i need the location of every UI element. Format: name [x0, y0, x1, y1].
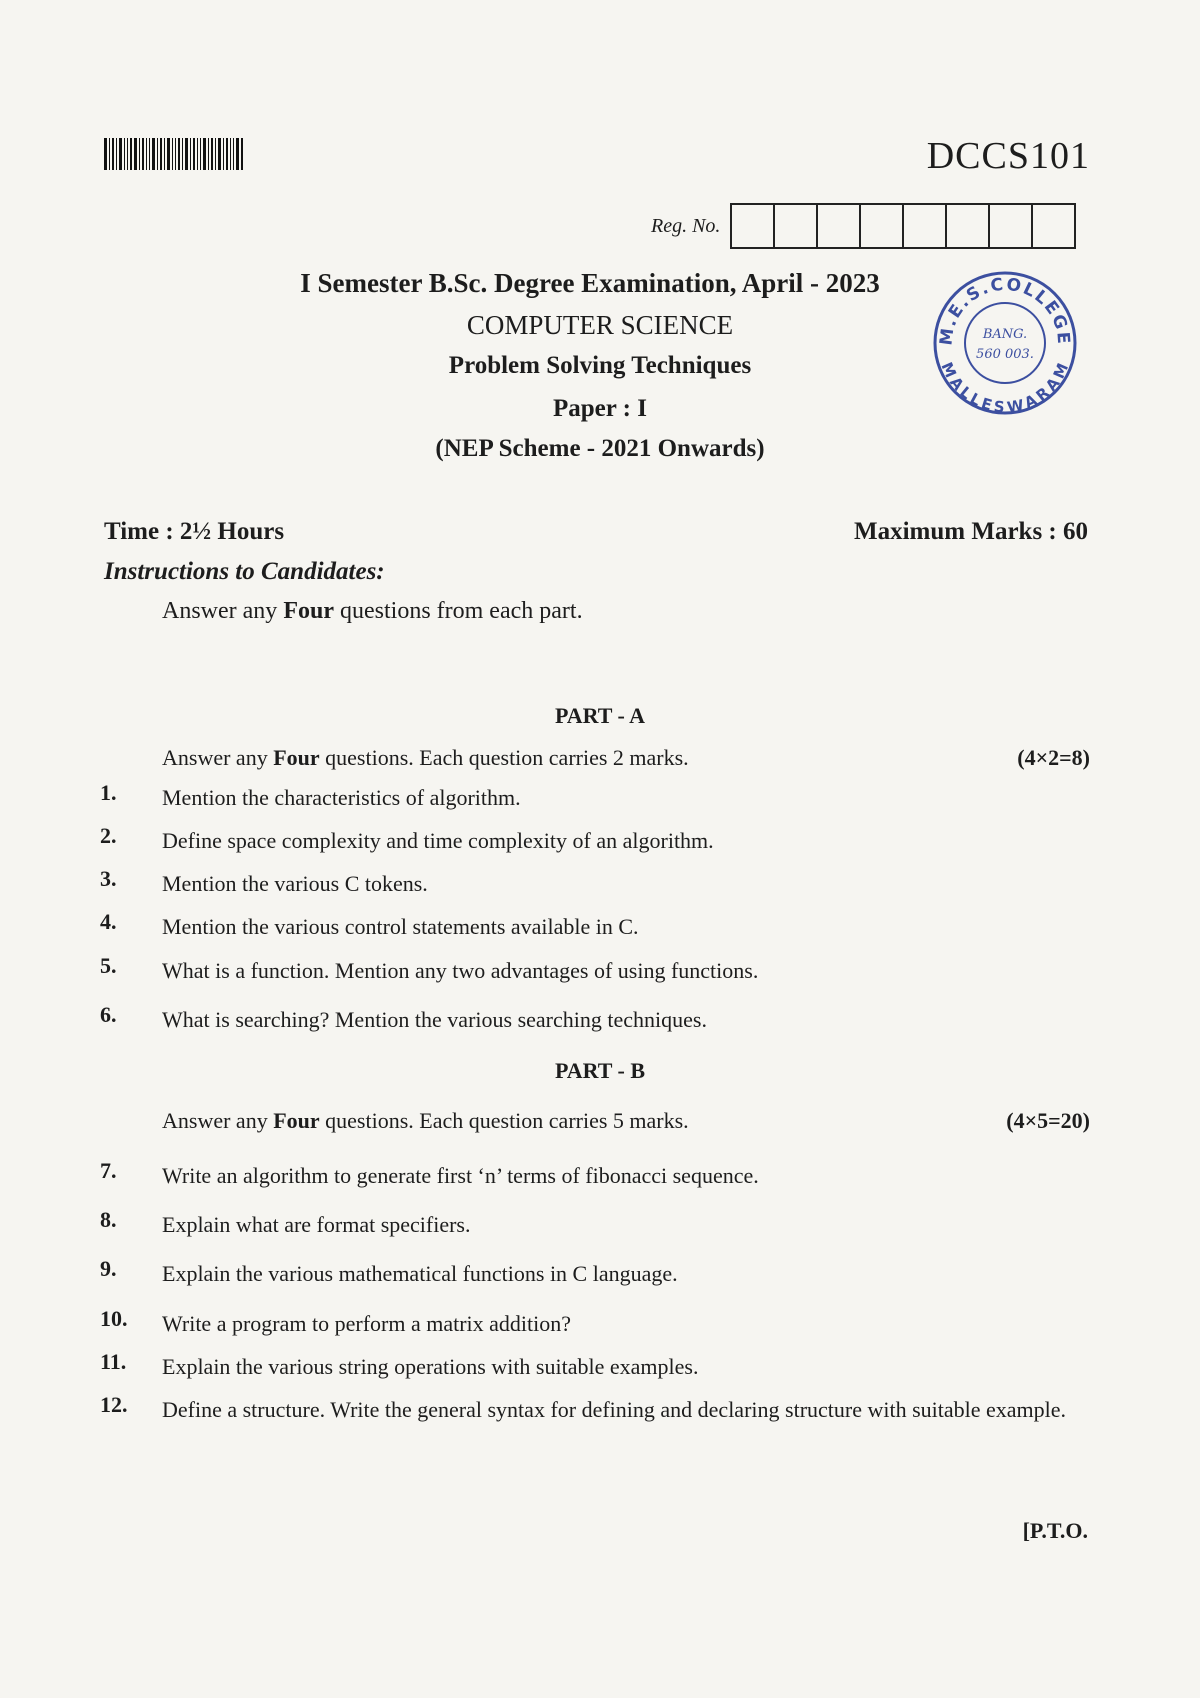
part-b-title: PART - B [554, 1058, 646, 1083]
question-item: 9. Explain the various mathematical functions in C language. [100, 1256, 678, 1286]
question-item: 2. Define space complexity and time complexity of an algorithm. [100, 823, 714, 853]
paper-code: DCCS101 [926, 135, 1090, 177]
subject-title: COMPUTER SCIENCE [466, 310, 734, 340]
scheme-title: (NEP Scheme - 2021 Onwards) [435, 435, 765, 462]
stamp-center-line1: BANG. [982, 327, 1028, 342]
question-item: 8. Explain what are format specifiers. [100, 1207, 471, 1237]
question-item: 10. Write a program to perform a matrix addition? [100, 1306, 572, 1336]
instructions-text: Answer any Four questions from each part. [162, 598, 583, 624]
reg-number-field [651, 203, 1076, 249]
question-item: 7. Write an algorithm to generate first ‘n’ terms of fibonacci sequence. [100, 1158, 759, 1188]
part-a-instructions: Answer any Four questions. Each question carries 2 marks. [162, 745, 689, 770]
stamp-bottom-text: MALLESWARAM [937, 359, 1073, 417]
course-title: Problem Solving Techniques [448, 352, 752, 379]
question-item: 4. Mention the various control statements available in C. [100, 909, 639, 939]
college-stamp [930, 268, 1080, 418]
question-item: 11. Explain the various string operations with suitable examples. [100, 1349, 699, 1379]
question-item: 5. What is a function. Mention any two advantages of using functions. [100, 953, 759, 983]
max-marks: Maximum Marks : 60 [854, 518, 1088, 545]
reg-number-boxes [730, 203, 1076, 249]
paper-number: Paper : I [553, 395, 647, 422]
question-item: 1. Mention the characteristics of algorithm. [100, 780, 521, 810]
svg-text:MALLESWARAM [937, 359, 1072, 416]
reg-number-label: Reg. No. [651, 214, 721, 237]
barcode [104, 138, 266, 170]
part-b-marks: (4×5=20) [1006, 1108, 1090, 1133]
part-a-title: PART - A [554, 703, 646, 728]
exam-title: I Semester B.Sc. Degree Examination, April - 2023 [300, 268, 880, 298]
stamp-center-line2: 560 003. [976, 347, 1034, 362]
page-turn-over: [P.T.O. [1022, 1518, 1088, 1543]
part-a-marks: (4×2=8) [1017, 745, 1090, 770]
question-item: 6. What is searching? Mention the various searching techniques. [100, 1002, 707, 1032]
instructions-heading: Instructions to Candidates: [104, 558, 385, 585]
question-item: 12. Define a structure. Write the general syntax for defining and declaring structure with suitable example. [100, 1392, 1067, 1422]
part-b-instructions: Answer any Four questions. Each question carries 5 marks. [162, 1108, 689, 1133]
exam-duration: Time : 2½ Hours [104, 518, 285, 545]
stamp-top-text: M.E.S.COLLEGE [936, 274, 1074, 347]
question-item: 3. Mention the various C tokens. [100, 866, 428, 896]
